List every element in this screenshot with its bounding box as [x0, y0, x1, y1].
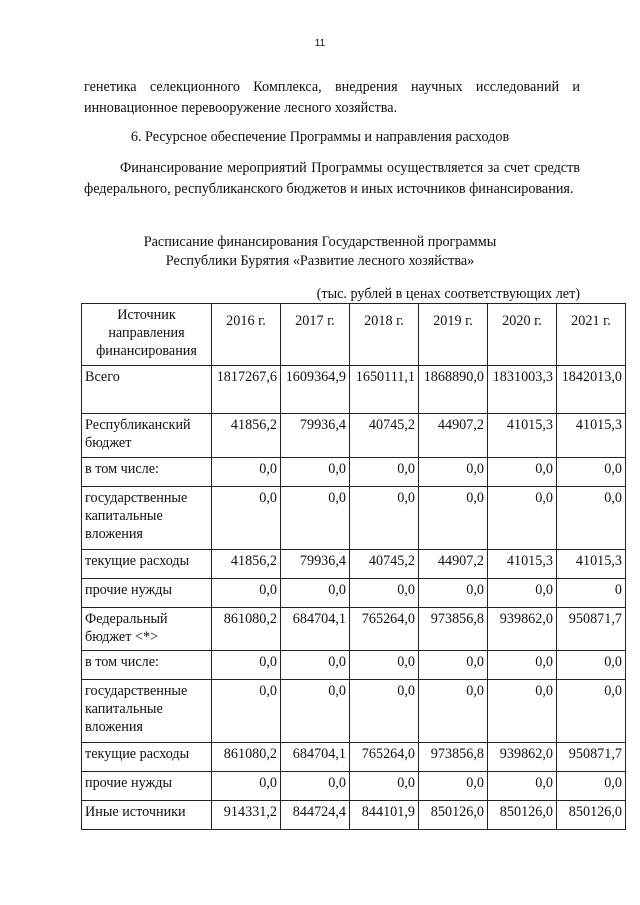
- cell-value: 0,0: [212, 458, 281, 487]
- section-heading: 6. Ресурсное обеспечение Программы и направления расходов: [130, 129, 510, 145]
- cell-value: 41856,2: [212, 414, 281, 458]
- cell-value: 40745,2: [350, 550, 419, 579]
- cell-value: 684704,1: [281, 743, 350, 772]
- cell-value: 0,0: [281, 579, 350, 608]
- cell-value: 1609364,9: [281, 366, 350, 414]
- cell-value: 850126,0: [557, 801, 626, 830]
- header-year: 2017 г.: [281, 304, 350, 366]
- cell-value: 939862,0: [488, 608, 557, 651]
- table-row: [82, 458, 626, 487]
- cell-value: 40745,2: [350, 414, 419, 458]
- row-source-label: Федеральный бюджет <*>: [82, 608, 212, 651]
- cell-value: 850126,0: [488, 801, 557, 830]
- cell-value: 0,0: [419, 487, 488, 550]
- funding-paragraph: Финансирование мероприятий Программы осуществляется за счет средств федерального, республиканского бюджетов и иных источников финансирования.: [84, 160, 580, 197]
- cell-value: 684704,1: [281, 608, 350, 651]
- cell-value: 0,0: [557, 651, 626, 680]
- page-number: 11: [314, 38, 326, 49]
- header-year: 2020 г.: [488, 304, 557, 366]
- cell-value: 0,0: [557, 680, 626, 743]
- cell-value: 0,0: [350, 680, 419, 743]
- table-row: [82, 651, 626, 680]
- table-row: [82, 772, 626, 801]
- cell-value: 0,0: [281, 680, 350, 743]
- cell-value: 0,0: [488, 579, 557, 608]
- cell-value: 1650111,1: [350, 366, 419, 414]
- header-source: Источник направления финансирования: [82, 304, 212, 366]
- cell-value: 0,0: [488, 772, 557, 801]
- table-row: [82, 550, 626, 579]
- cell-value: 0,0: [281, 772, 350, 801]
- cell-value: 0,0: [350, 579, 419, 608]
- cell-value: 0,0: [212, 651, 281, 680]
- row-source-label: в том числе:: [82, 458, 212, 487]
- header-year: 2018 г.: [350, 304, 419, 366]
- cell-value: 0,0: [212, 579, 281, 608]
- cell-value: 41015,3: [557, 414, 626, 458]
- row-source-label: Республиканский бюджет: [82, 414, 212, 458]
- row-source-label: Всего: [82, 366, 212, 414]
- table-row: [82, 680, 626, 743]
- table-body: [82, 366, 626, 830]
- row-source-label: в том числе:: [82, 651, 212, 680]
- cell-value: 0,0: [419, 772, 488, 801]
- cell-value: 0,0: [350, 772, 419, 801]
- intro-paragraph: генетика селекционного Комплекса, внедрения научных исследований и инновационное перевооружение лесного хозяйства.: [84, 79, 580, 116]
- cell-value: 0,0: [419, 458, 488, 487]
- cell-value: 0,0: [419, 579, 488, 608]
- cell-value: 950871,7: [557, 743, 626, 772]
- cell-value: 0,0: [212, 772, 281, 801]
- table-row: [82, 743, 626, 772]
- table-row: [82, 487, 626, 550]
- cell-value: 0,0: [557, 772, 626, 801]
- cell-value: 914331,2: [212, 801, 281, 830]
- cell-value: 41015,3: [488, 414, 557, 458]
- cell-value: 0,0: [557, 458, 626, 487]
- cell-value: 0,0: [557, 487, 626, 550]
- cell-value: 950871,7: [557, 608, 626, 651]
- cell-value: 44907,2: [419, 550, 488, 579]
- table-row: [82, 608, 626, 651]
- row-source-label: текущие расходы: [82, 550, 212, 579]
- cell-value: 41015,3: [488, 550, 557, 579]
- cell-value: 0,0: [350, 487, 419, 550]
- cell-value: 79936,4: [281, 550, 350, 579]
- header-year: 2021 г.: [557, 304, 626, 366]
- cell-value: 0,0: [488, 680, 557, 743]
- schedule-title-line-1: Расписание финансирования Государственной программы: [143, 234, 497, 250]
- table-row: [82, 801, 626, 830]
- table-header-row: [82, 304, 626, 366]
- schedule-title-line-2: Республики Бурятия «Развитие лесного хозяйства»: [165, 253, 475, 269]
- cell-value: 41015,3: [557, 550, 626, 579]
- cell-value: 44907,2: [419, 414, 488, 458]
- cell-value: 0,0: [488, 487, 557, 550]
- schedule-title: [0, 233, 640, 271]
- row-source-label: государственные капитальные вложения: [82, 487, 212, 550]
- cell-value: 0,0: [350, 458, 419, 487]
- cell-value: 850126,0: [419, 801, 488, 830]
- cell-value: 1831003,3: [488, 366, 557, 414]
- cell-value: 0,0: [281, 651, 350, 680]
- row-source-label: текущие расходы: [82, 743, 212, 772]
- cell-value: 0,0: [212, 487, 281, 550]
- table-row: [82, 366, 626, 414]
- table-row: [82, 414, 626, 458]
- financing-table: [81, 303, 626, 830]
- cell-value: 0,0: [350, 651, 419, 680]
- cell-value: 0,0: [419, 651, 488, 680]
- cell-value: 861080,2: [212, 608, 281, 651]
- cell-value: 844101,9: [350, 801, 419, 830]
- cell-value: 861080,2: [212, 743, 281, 772]
- units-note: (тыс. рублей в ценах соответствующих лет): [316, 286, 580, 302]
- cell-value: 0,0: [281, 458, 350, 487]
- cell-value: 973856,8: [419, 608, 488, 651]
- cell-value: 765264,0: [350, 743, 419, 772]
- cell-value: 79936,4: [281, 414, 350, 458]
- cell-value: 939862,0: [488, 743, 557, 772]
- table-row: [82, 579, 626, 608]
- row-source-label: прочие нужды: [82, 579, 212, 608]
- cell-value: 0,0: [212, 680, 281, 743]
- cell-value: 973856,8: [419, 743, 488, 772]
- cell-value: 0,0: [281, 487, 350, 550]
- cell-value: 41856,2: [212, 550, 281, 579]
- cell-value: 0: [557, 579, 626, 608]
- cell-value: 1842013,0: [557, 366, 626, 414]
- cell-value: 1868890,0: [419, 366, 488, 414]
- cell-value: 1817267,6: [212, 366, 281, 414]
- cell-value: 765264,0: [350, 608, 419, 651]
- header-year: 2016 г.: [212, 304, 281, 366]
- cell-value: 0,0: [419, 680, 488, 743]
- row-source-label: государственные капитальные вложения: [82, 680, 212, 743]
- row-source-label: прочие нужды: [82, 772, 212, 801]
- header-year: 2019 г.: [419, 304, 488, 366]
- cell-value: 0,0: [488, 651, 557, 680]
- cell-value: 844724,4: [281, 801, 350, 830]
- cell-value: 0,0: [488, 458, 557, 487]
- row-source-label: Иные источники: [82, 801, 212, 830]
